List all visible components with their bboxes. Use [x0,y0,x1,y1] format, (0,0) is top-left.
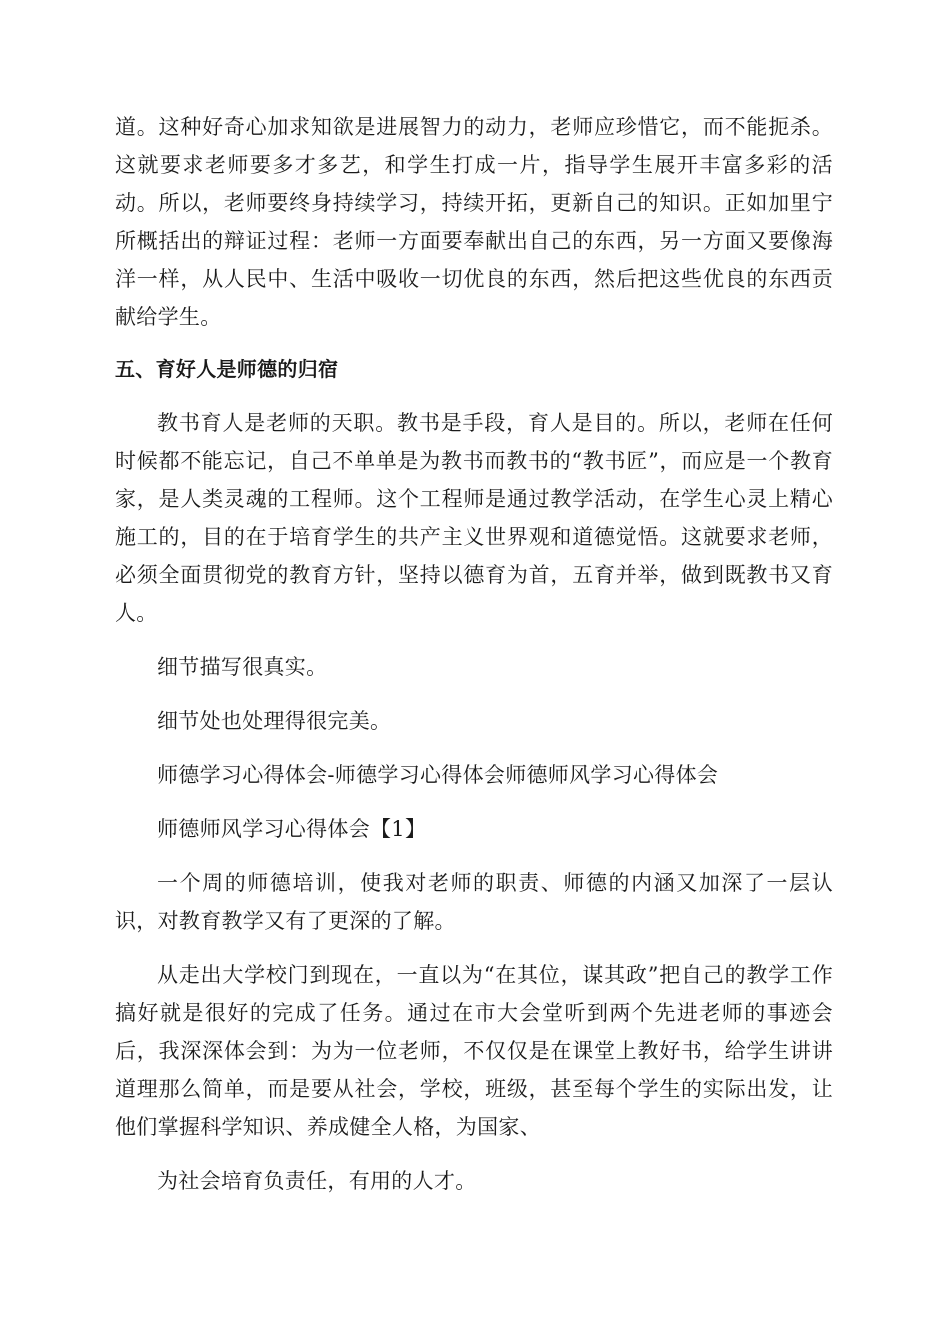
continued-paragraph: 道。这种好奇心加求知欲是进展智力的动力，老师应珍惜它，而不能扼杀。这就要求老师要多才多艺，和学生打成一片，指导学生展开丰富多彩的活动。所以，老师要终身持续学习，持续开拓，更新自己的知识。正如加里宁所概括出的辩证过程：老师一方面要奉献出自己的东西，另一方面又要像海洋一样，从人民中、生活中吸收一切优良的东西，然后把这些优良的东西贡献给学生。 [115,115,833,329]
article-paragraph: 从走出大学校门到现在，一直以为“在其位，谋其政”把自己的教学工作搞好就是很好的完成了任务。通过在市大会堂听到两个先进老师的事迹会后，我深深体会到：为为一位老师，不仅仅是在课堂上教好书，给学生讲讲道理那么简单，而是要从社会，学校，班级，甚至每个学生的实际出发，让他们掌握科学知识、养成健全人格，为国家、 [115,963,833,1139]
article-subtitle: 师德师风学习心得体会【1】 [157,817,427,841]
comment-line: 细节描写很真实。 [157,655,328,679]
comment-line: 细节处也处理得很完美。 [157,709,392,733]
document-body [115,108,833,1200]
article-paragraph: 一个周的师德培训，使我对老师的职责、师德的内涵又加深了一层认识，对教育教学又有了更深的了解。 [115,871,833,933]
section-heading: 五、育好人是师德的归宿 [115,357,339,381]
article-paragraph: 为社会培育负责任，有用的人才。 [157,1169,477,1193]
article-title: 师德学习心得体会-师德学习心得体会师德师风学习心得体会 [157,763,719,787]
section-paragraph: 教书育人是老师的天职。教书是手段，育人是目的。所以，老师在任何时候都不能忘记，自己不单单是为教书而教书的“教书匠”，而应是一个教育家，是人类灵魂的工程师。这个工程师是通过教学活动，在学生心灵上精心施工的，目的在于培育学生的共产主义世界观和道德觉悟。这就要求老师，必须全面贯彻党的教育方针，坚持以德育为首，五育并举，做到既教书又育人。 [115,411,833,625]
